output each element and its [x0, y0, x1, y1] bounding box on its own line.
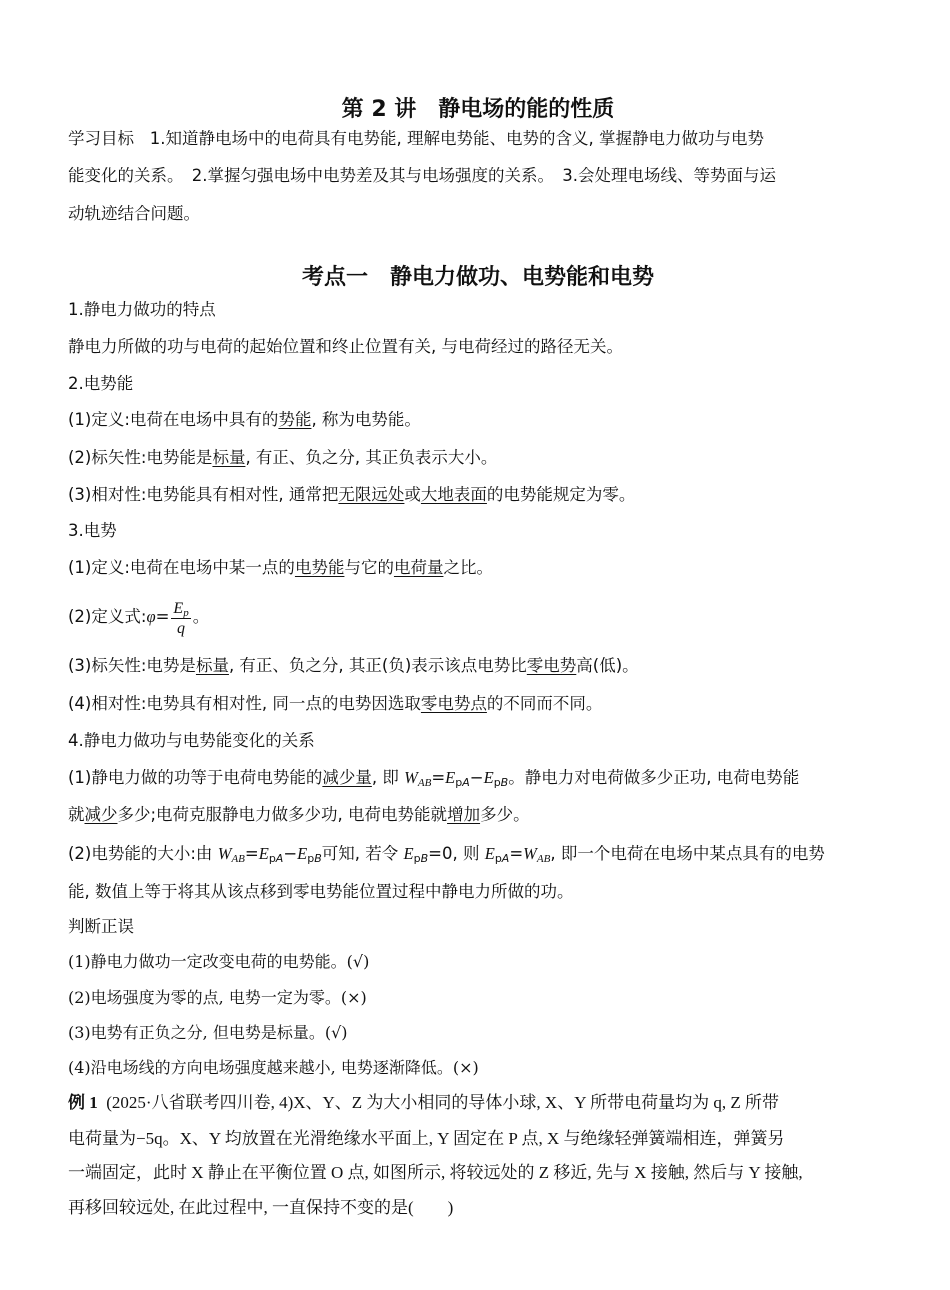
- lecture-title: 第 2 讲 静电场的能的性质: [341, 97, 615, 122]
- p4-line-3: (2)电势能的大小:由 $W_{AB}=E_{pA}-E_{pB}$可知, 若令 $E_{pB}=0$, 则 $E_{pA}=W_{AB}$, 即一个电荷在电场中某点具有的电势: [68, 844, 825, 865]
- heading-2: 2.电势能: [68, 374, 134, 393]
- example-line-1: 例 1 (2025·八省联考四川卷, 4)X、Y、Z 为大小相同的导体小球, X、Y 所带电荷量均为 q, Z 所带: [68, 1093, 779, 1112]
- example-line-2: 电荷量为−5q。X、Y 均放置在光滑绝缘水平面上, Y 固定在 P 点, X 与绝缘轻弹簧端相连，弹簧另: [68, 1129, 785, 1148]
- p1-text: 静电力所做的功与电荷的起始位置和终止位置有关, 与电荷经过的路径无关。: [68, 337, 623, 356]
- goals-line-3: 动轨迹结合问题。: [68, 204, 200, 223]
- section-title: 考点一 静电力做功、电势能和电势: [301, 265, 654, 290]
- p2-rel: (3)相对性:电势能具有相对性, 通常把无限远处或大地表面的电势能规定为零。: [68, 485, 636, 504]
- p4-line-4: 能, 数值上等于将其从该点移到零电势能位置过程中静电力所做的功。: [68, 882, 574, 901]
- p2-def: (1)定义:电荷在电场中具有的势能, 称为电势能。: [68, 410, 421, 429]
- example-line-4: 再移回较远处, 在此过程中, 一直保持不变的是( ): [68, 1198, 454, 1217]
- heading-1: 1.静电力做功的特点: [68, 300, 216, 319]
- judge-item: (3)电势有正负之分, 但电势是标量。(√): [68, 1023, 348, 1042]
- example-label: 例 1: [68, 1093, 98, 1112]
- p4-line-2: 就减少多少;电荷克服静电力做多少功, 电荷电势能就增加多少。: [68, 805, 530, 824]
- p2-sv: (2)标矢性:电势能是标量, 有正、负之分, 其正负表示大小。: [68, 448, 498, 467]
- p3-formula: (2)定义式:φ= $\frac{E_p}{q}$ 。: [68, 599, 210, 637]
- heading-3: 3.电势: [68, 521, 117, 540]
- goals-line-1: 学习目标 1.知道静电场中的电荷具有电势能, 理解电势能、电势的含义, 掌握静电力做功与电势: [68, 129, 764, 148]
- judge-item: (1)静电力做功一定改变电荷的电势能。(√): [68, 952, 370, 971]
- judge-heading: 判断正误: [68, 917, 134, 936]
- p3-rel: (4)相对性:电势具有相对性, 同一点的电势因选取零电势点的不同而不同。: [68, 694, 603, 713]
- heading-4: 4.静电力做功与电势能变化的关系: [68, 731, 315, 750]
- p3-def: (1)定义:电荷在电场中某一点的电势能与它的电荷量之比。: [68, 558, 493, 577]
- goals-line-2: 能变化的关系。 2.掌握匀强电场中电势差及其与电场强度的关系。 3.会处理电场线、等势面与运: [68, 166, 776, 185]
- p3-sv: (3)标矢性:电势是标量, 有正、负之分, 其正(负)表示该点电势比零电势高(低)。: [68, 656, 639, 675]
- example-line-3: 一端固定，此时 X 静止在平衡位置 O 点, 如图所示, 将较远处的 Z 移近, 先与 X 接触, 然后与 Y 接触,: [68, 1163, 803, 1182]
- p4-line-1: (1)静电力做的功等于电荷电势能的减少量, 即 $W_{AB}=E_{pA}-E_{pB}$。静电力对电荷做多少正功, 电荷电势能: [68, 768, 800, 789]
- judge-item: (2)电场强度为零的点, 电势一定为零。(×): [68, 988, 367, 1007]
- formula-fraction: $\frac{E_p}{q}$: [173, 599, 189, 637]
- goals-label: 学习目标: [68, 129, 134, 148]
- judge-item: (4)沿电场线的方向电场强度越来越小, 电势逐渐降低。(×): [68, 1058, 479, 1077]
